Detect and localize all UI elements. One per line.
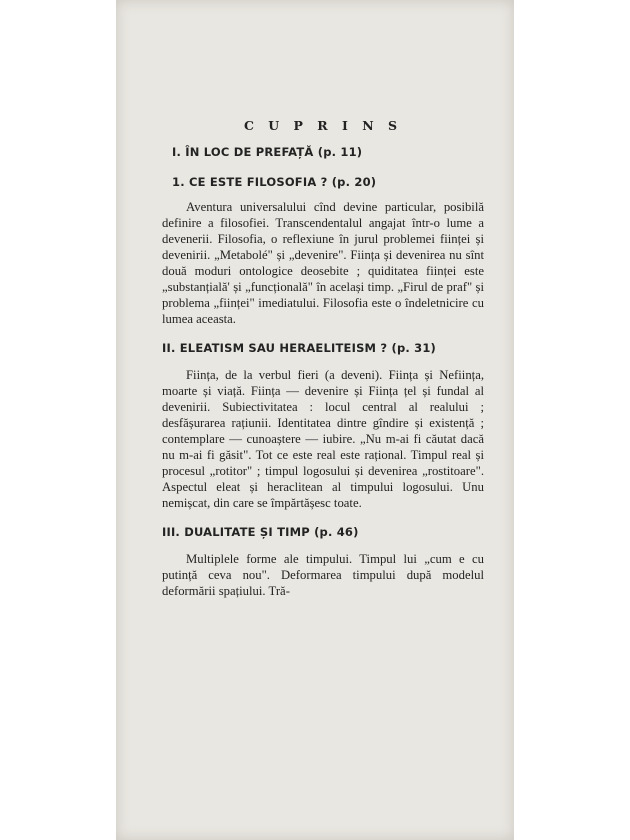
page-title: C U P R I N S — [243, 118, 403, 133]
book-page — [116, 0, 514, 840]
section-summary-eleatism: Ființa, de la verbul fieri (a deveni). Ființa și Neființa, moarte și viață. Ființa — devenire și Ființa țel și fundal al devenirii. Subiectivitatea : locul central al realului ; desfășurarea rațiunii. Identitatea dintre gîndire și existență ; contemplare — cunoaștere — iubire. „Nu m-ai fi căutat dacă nu m-ai fi găsit". Tot ce este real este rațional. Timpul real și procesul „rotitor" ; timpul logosului și devenirea „rostitoare". Aspectul eleat și heraclitean al timpului logosului. Unu nemișcat, din care se împărtășesc toate. — [162, 368, 484, 510]
section-summary-what-is-philosophy: Aventura universalului cînd devine particular, posibilă definire a filosofiei. Transcendentalul angajat într-o lume a devenerii. Filosofia, o reflexiune în jurul problemei ființei și devenirii. „Metabolé" și „devenire". Ființa și devenirea nu sînt două moduri ontologice deosebite ; quiditatea ființei este „substanțială' și „funcțională" în același timp. „Firul de praf" și problema „ființei" imediatului. Filosofia este o îndeletnicire cu lumea aceasta. — [162, 200, 484, 326]
section-heading-eleatism: II. ELEATISM SAU HERAELITEISM ? (p. 31) — [162, 341, 437, 355]
section-summary-duality-and-time: Multiplele forme ale timpului. Timpul lui „cum e cu putință ceva nou". Deformarea timpului după modelul deformării spațiului. Tră- — [162, 552, 484, 598]
section-heading-what-is-philosophy: 1. CE ESTE FILOSOFIA ? (p. 20) — [172, 175, 377, 189]
section-heading-duality-and-time: III. DUALITATE ȘI TIMP (p. 46) — [162, 525, 359, 539]
table-of-contents — [162, 118, 484, 609]
section-heading-preface: I. ÎN LOC DE PREFAȚĂ (p. 11) — [172, 145, 363, 159]
